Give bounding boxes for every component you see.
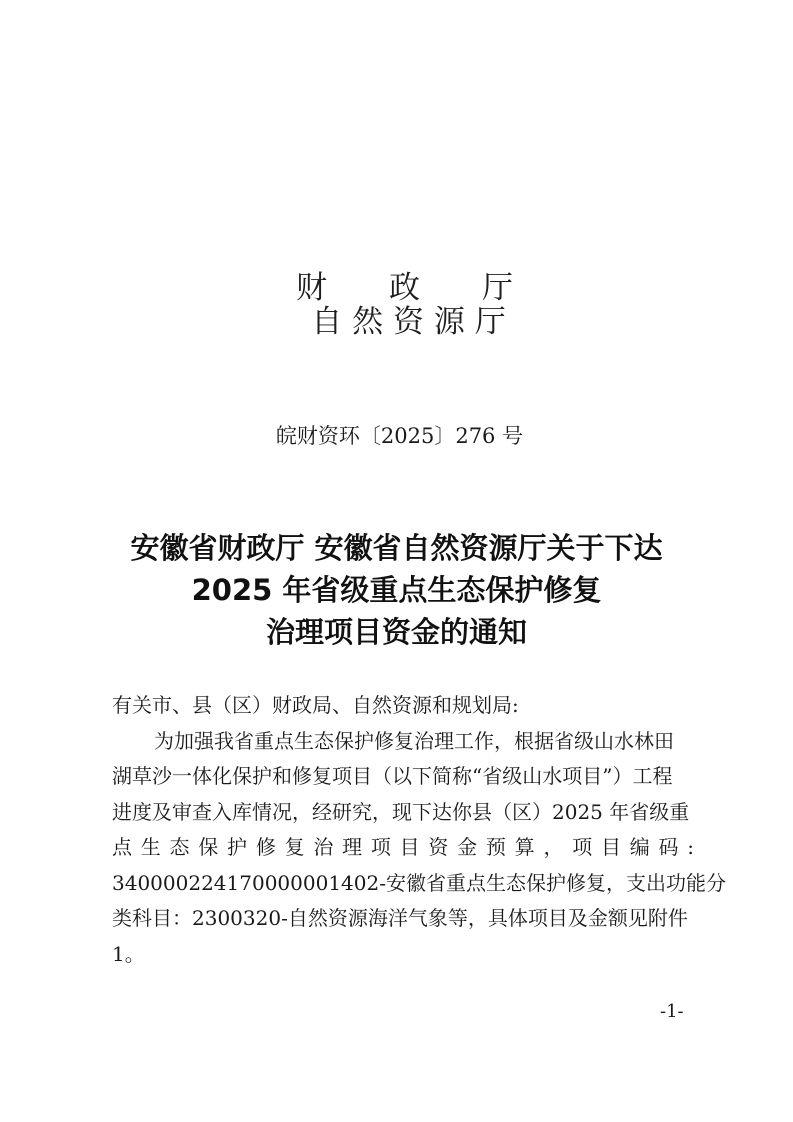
title-line-1: 安徽省财政厅 安徽省自然资源厅关于下达 xyxy=(130,531,663,565)
document-body xyxy=(112,688,726,972)
paragraph-line-1: 为加强我省重点生态保护修复治理工作，根据省级山水林田 xyxy=(154,728,674,753)
paragraph-line-7: 1。 xyxy=(112,941,145,966)
addressee: 有关市、县（区）财政局、自然资源和规划局: xyxy=(112,693,519,717)
page-number: -1- xyxy=(660,1001,684,1022)
document-number: 皖财资环〔2025〕276 号 xyxy=(275,424,524,448)
paragraph-line-3: 进度及审查入库情况，经研究，现下达你县（区）2025 年省级重 xyxy=(112,799,690,824)
issuer-finance-department: 财 政 厅 xyxy=(296,270,513,306)
paragraph-line-4: 点 生 态 保 护 修 复 治 理 项 目 资 金 预 算 ， 项 目 编 码 : xyxy=(112,835,694,859)
issuer-natural-resources-department: 自 然 资 源 厅 xyxy=(311,304,506,340)
document-title xyxy=(0,527,793,653)
paragraph-line-5: 34000022417000000140​2-安徽省重点生态保护修复，支出功能分 xyxy=(112,870,726,895)
title-line-3: 治理项目资金的通知 xyxy=(265,615,527,649)
paragraph-line-6: 类科目：2300320-自然资源海洋气象等，具体项目及金额见附件 xyxy=(112,906,688,930)
title-line-2: 2025 年省级重点生态保护修复 xyxy=(191,573,602,607)
paragraph-line-2: 湖草沙一体化保护和修复项目（以下简称“省级山水项目”）工程 xyxy=(112,764,673,788)
